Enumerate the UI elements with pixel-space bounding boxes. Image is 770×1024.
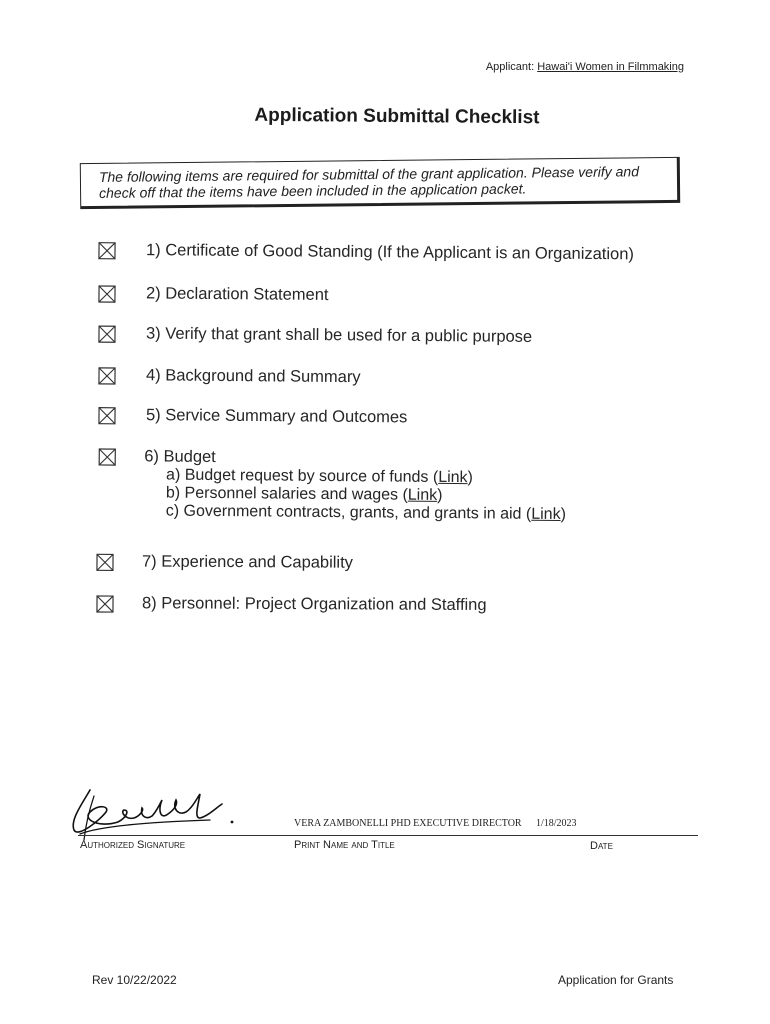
- subitem-link[interactable]: Link: [438, 468, 468, 487]
- checked-checkbox-icon[interactable]: [96, 553, 114, 571]
- signature-line: [78, 835, 698, 836]
- subitem-suffix: ): [437, 486, 443, 504]
- checked-checkbox-icon[interactable]: [98, 367, 116, 385]
- checklist-item-experience: [96, 552, 353, 572]
- checklist-item-public-purpose: [98, 324, 532, 347]
- revision-footer: Rev 10/22/2022: [92, 973, 177, 987]
- checklist-item-service-summary: [98, 406, 407, 428]
- checklist-item-budget: [98, 447, 567, 524]
- subitem-suffix: ): [560, 505, 567, 524]
- checked-checkbox-icon[interactable]: [98, 285, 116, 303]
- checklist-item-label: 3) Verify that grant shall be used for a public purpose: [145, 324, 533, 346]
- subitem-link[interactable]: Link: [531, 505, 561, 523]
- checklist-item-label: 6) Budget: [144, 447, 216, 466]
- subitem-link[interactable]: Link: [407, 486, 438, 504]
- checked-checkbox-icon[interactable]: [96, 595, 114, 613]
- checked-checkbox-icon[interactable]: [98, 325, 116, 343]
- subitem-text: b) Personnel salaries and wages (: [165, 484, 408, 504]
- date-label: Date: [590, 840, 613, 852]
- checklist-item-label: 4) Background and Summary: [145, 366, 361, 387]
- budget-group: [144, 447, 567, 524]
- checklist-item-label: 2) Declaration Statement: [145, 284, 329, 305]
- checklist-item-label: 5) Service Summary and Outcomes: [145, 406, 408, 427]
- print-name-title-label: Print Name and Title: [294, 839, 395, 851]
- checklist-item-certificate: [98, 241, 634, 265]
- printed-name-title: VERA ZAMBONELLI PHD EXECUTIVE DIRECTOR: [294, 818, 522, 829]
- page-title: Application Submittal Checklist: [254, 104, 540, 129]
- checked-checkbox-icon[interactable]: [98, 242, 116, 260]
- subitem-suffix: ): [467, 469, 473, 487]
- instructions-line-2: check off that the items have been included in the application packet.: [99, 180, 527, 201]
- applicant-label: Applicant:: [485, 61, 535, 73]
- budget-subitem: [166, 503, 566, 524]
- subitem-text: c) Government contracts, grants, and grants in aid (: [165, 502, 532, 523]
- checked-checkbox-icon[interactable]: [98, 407, 116, 425]
- subitem-text: a) Budget request by source of funds (: [166, 466, 439, 486]
- checklist-item-label: 7) Experience and Capability: [141, 552, 354, 572]
- checklist-item-label: 1) Certificate of Good Standing (If the Applicant is an Organization): [145, 241, 635, 264]
- signature-date: 1/18/2023: [536, 818, 577, 829]
- checklist-item-background: [98, 366, 361, 387]
- checklist-item-label: 8) Personnel: Project Organization and Staffing: [141, 594, 487, 615]
- applicant-name: Hawai'i Women in Filmmaking: [537, 61, 684, 73]
- instructions-line-1: The following items are required for submittal of the grant application. Please verify and: [98, 163, 640, 185]
- signature-block: [60, 760, 720, 860]
- form-name-footer: Application for Grants: [558, 973, 674, 987]
- checklist-item-personnel: [96, 594, 487, 615]
- authorized-signature-label: Authorized Signature: [80, 839, 186, 851]
- checklist-item-declaration: [98, 284, 329, 305]
- handwritten-signature: [60, 760, 250, 850]
- checked-checkbox-icon[interactable]: [98, 448, 116, 466]
